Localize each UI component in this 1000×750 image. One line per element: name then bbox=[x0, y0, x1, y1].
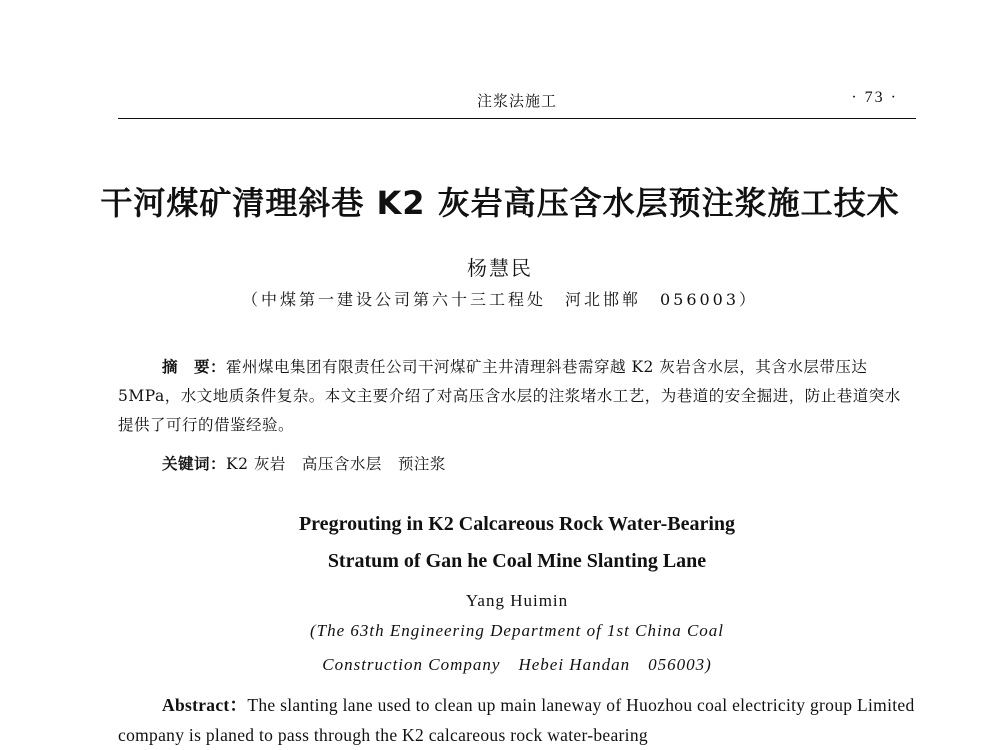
paper-title-en-line2: Stratum of Gan he Coal Mine Slanting Lane bbox=[327, 550, 707, 572]
header-rule bbox=[118, 118, 916, 119]
keyword-item: 高压含水层 bbox=[301, 455, 382, 473]
abstract-en-label: Abstract： bbox=[162, 695, 248, 715]
author-zh: 杨慧民 bbox=[467, 256, 533, 280]
abstract-en-text: The slanting lane used to clean up main laneway of Huozhou coal electricity group Limited company is planed to pass through the K2 calcareous rock water-bearing bbox=[118, 695, 915, 745]
abstract-zh-text: 霍州煤电集团有限责任公司干河煤矿主井清理斜巷需穿越 K2 灰岩含水层，其含水层带压达 5MPa，水文地质条件复杂。本文主要介绍了对高压含水层的注浆堵水工艺，为巷道的安全掘进，防止巷道突水提供了可行的借鉴经验。 bbox=[118, 358, 901, 434]
paper-title-en-line1: Pregrouting in K2 Calcareous Rock Water-Bearing bbox=[298, 513, 736, 535]
abstract-en bbox=[118, 690, 916, 750]
affiliation-zh: （中煤第一建设公司第六十三工程处 河北邯郸 056003） bbox=[241, 290, 759, 309]
keyword-item: 预注浆 bbox=[397, 455, 446, 473]
running-title: 注浆法施工 bbox=[476, 92, 557, 110]
affiliation-en-line2: Construction Company Hebei Handan 056003) bbox=[322, 655, 712, 674]
paper-title-zh: 干河煤矿清理斜巷 K2 灰岩高压含水层预注浆施工技术 bbox=[100, 184, 900, 222]
keyword-item: K2 灰岩 bbox=[226, 455, 286, 473]
page-header bbox=[118, 86, 916, 116]
abstract-zh bbox=[118, 353, 916, 440]
author-en: Yang Huimin bbox=[465, 591, 569, 610]
abstract-zh-label: 摘 要： bbox=[162, 358, 227, 376]
keywords-zh bbox=[162, 452, 462, 474]
page-number: · 73 · bbox=[851, 89, 898, 106]
keywords-zh-label: 关键词： bbox=[162, 455, 227, 473]
affiliation-en-line1: (The 63th Engineering Department of 1st China Coal bbox=[309, 621, 725, 640]
